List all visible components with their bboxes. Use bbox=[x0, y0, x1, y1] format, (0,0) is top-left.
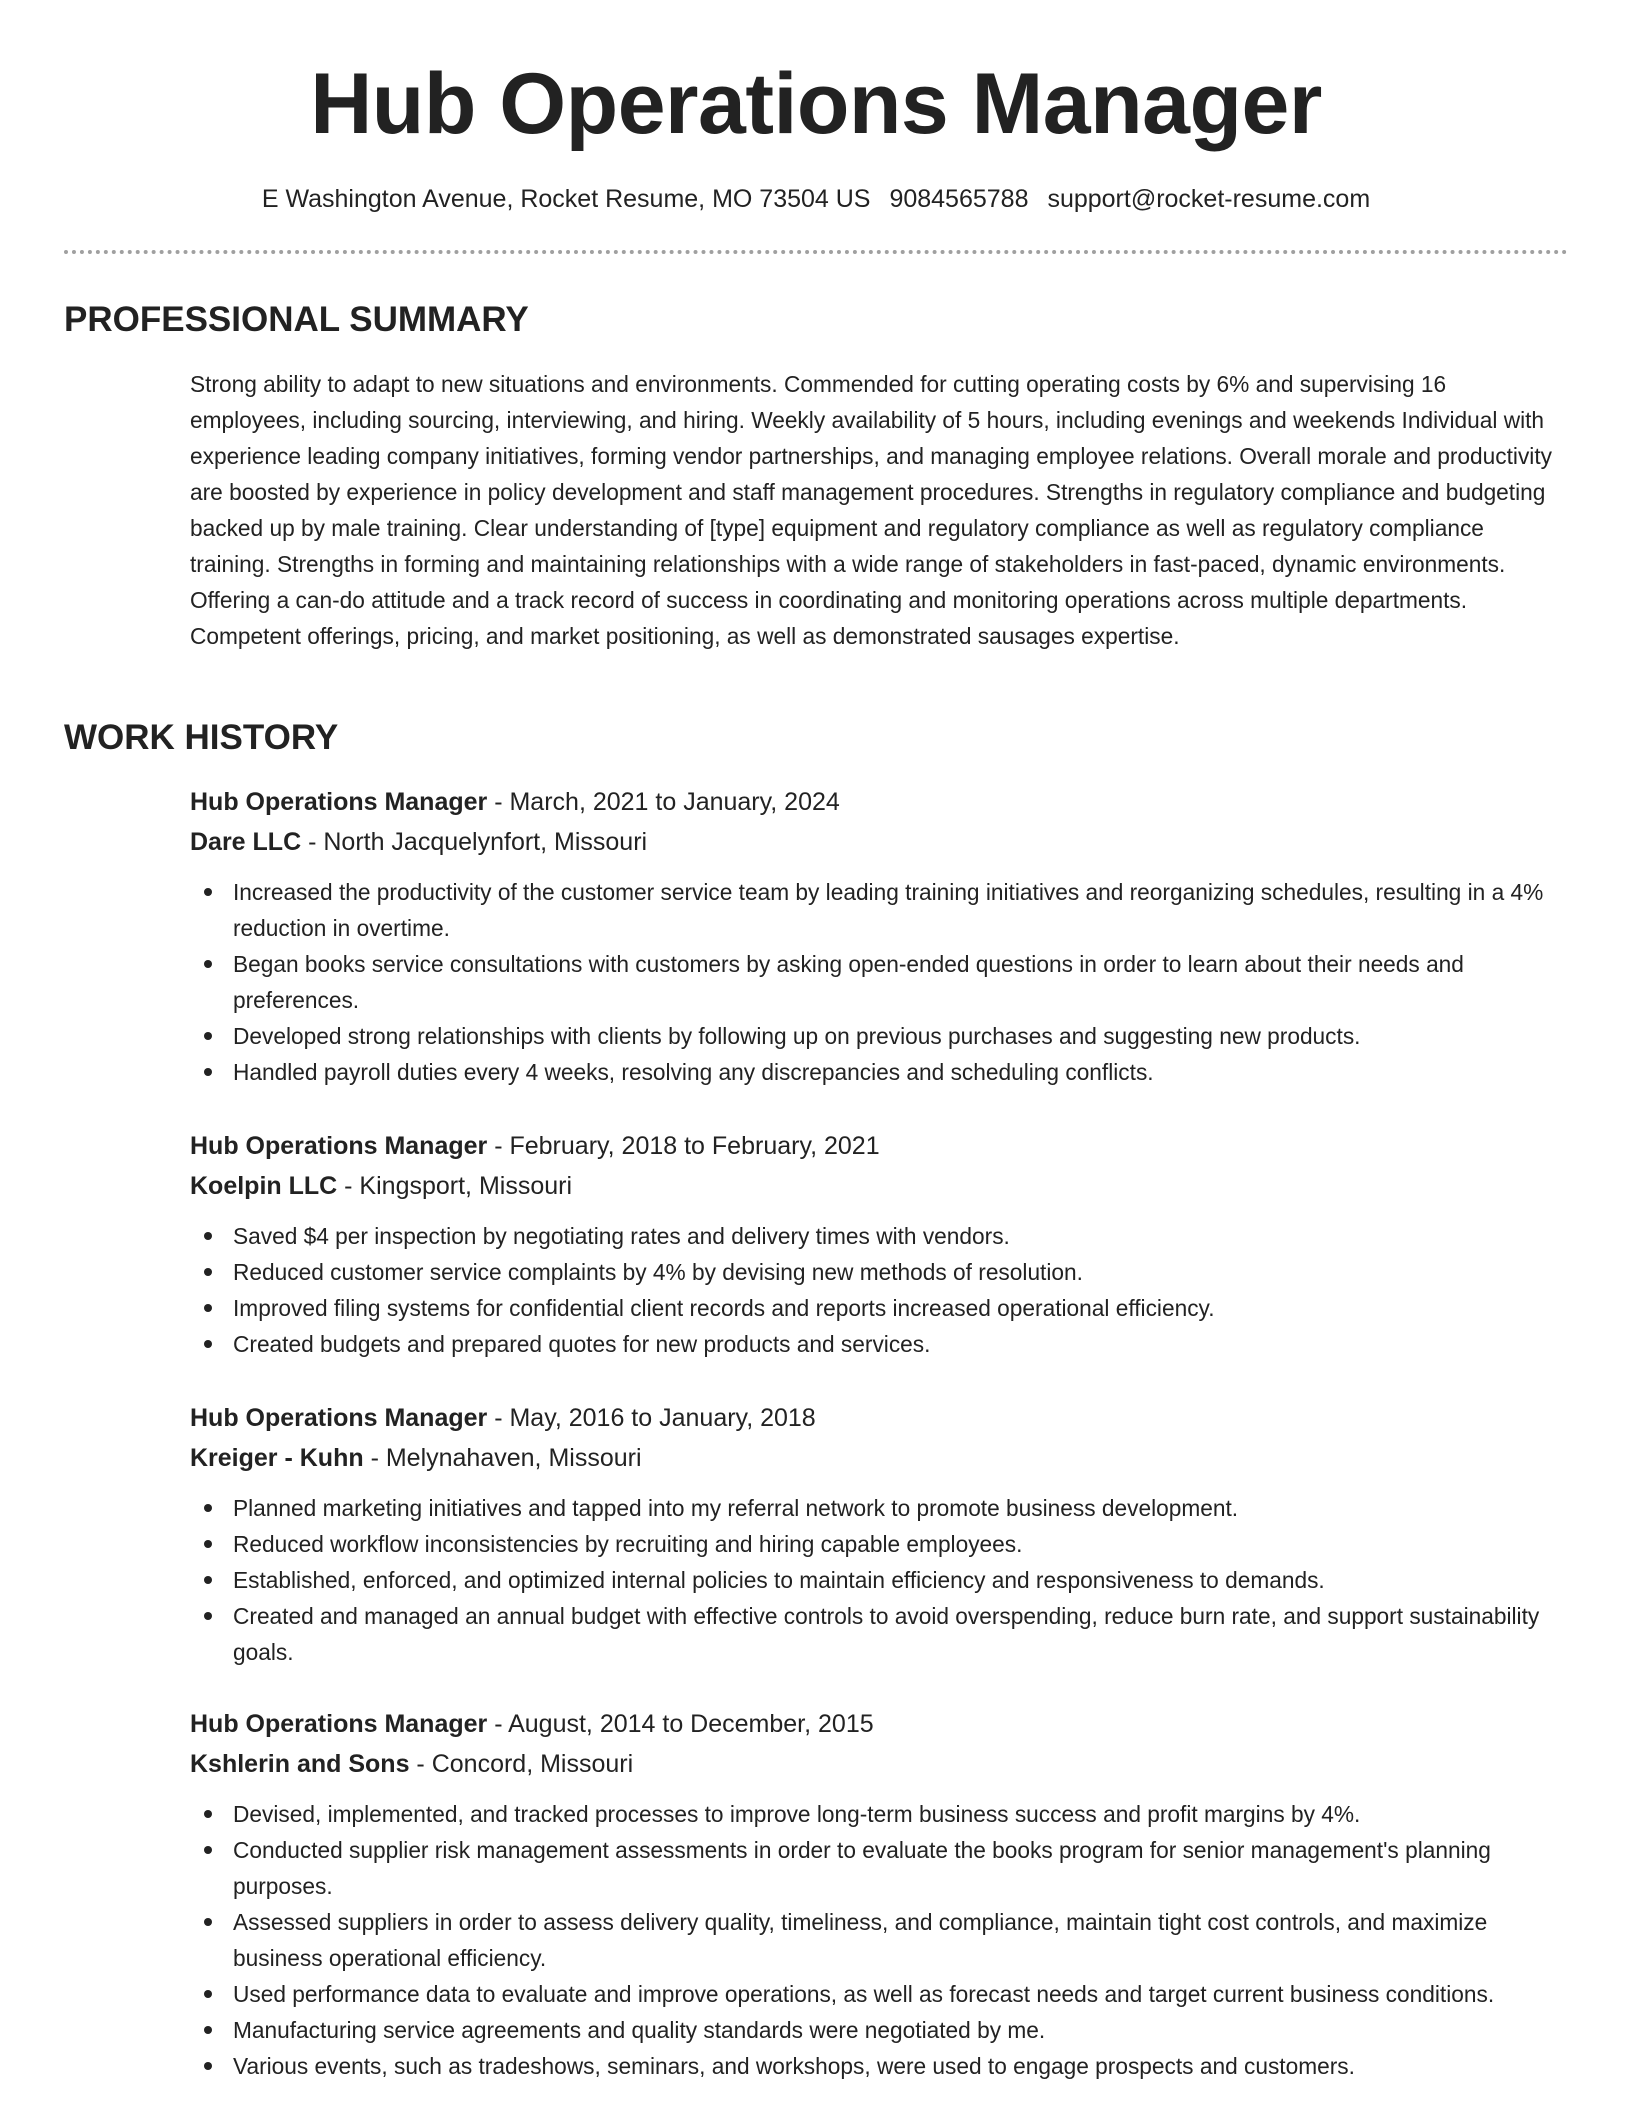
summary-text: Strong ability to adapt to new situations and environments. Commended for cutting operating costs by 6% and supervising 16 employees, including sourcing, interviewing, and hiring. Weekly availability of 5 hours, including evenings and weekends Individual with experience leading company initiatives, forming vendor partnerships, and managing employee relations. Overall morale and productivity are boosted by experience in policy development and staff management procedures. Strengths in regulatory compliance and budgeting backed up by male training. Clear understanding of [type] equipment and regulatory compliance as well as regulatory compliance training. Strengths in forming and maintaining relationships with a wide range of stakeholders in fast-paced, dynamic environments. Offering a can-do attitude and a track record of success in coordinating and monitoring operations across multiple departments. Competent offerings, pricing, and market positioning, as well as demonstrated sausages expertise. bbox=[190, 371, 1552, 649]
job-entry bbox=[190, 1704, 1562, 2084]
job-location: - Melynahaven, Missouri bbox=[363, 1444, 642, 1472]
job-company-line bbox=[190, 1438, 1562, 1478]
summary-heading: PROFESSIONAL SUMMARY bbox=[64, 300, 529, 339]
job-company-line bbox=[190, 822, 1562, 862]
bullet-item: Manufacturing service agreements and quality standards were negotiated by me. bbox=[190, 2012, 1562, 2048]
work-history-heading: WORK HISTORY bbox=[64, 718, 339, 757]
bullet-item: Established, enforced, and optimized internal policies to maintain efficiency and responsiveness to demands. bbox=[190, 1562, 1562, 1598]
job-dates: - August, 2014 to December, 2015 bbox=[487, 1710, 874, 1738]
bullet-item: Developed strong relationships with clients by following up on previous purchases and suggesting new products. bbox=[190, 1018, 1562, 1054]
bullet-item: Various events, such as tradeshows, seminars, and workshops, were used to engage prospects and customers. bbox=[190, 2048, 1562, 2084]
bullet-item: Began books service consultations with customers by asking open-ended questions in order to learn about their needs and preferences. bbox=[190, 946, 1562, 1018]
job-role: Hub Operations Manager bbox=[190, 788, 488, 816]
contact-line bbox=[0, 182, 1632, 216]
contact-phone: 9084565788 bbox=[889, 185, 1029, 213]
job-company: Dare LLC bbox=[190, 828, 302, 856]
bullet-item: Assessed suppliers in order to assess delivery quality, timeliness, and compliance, maintain tight cost controls, and maximize business operational efficiency. bbox=[190, 1904, 1562, 1976]
bullet-item: Conducted supplier risk management assessments in order to evaluate the books program for senior management's planning purposes. bbox=[190, 1832, 1562, 1904]
bullet-item: Created budgets and prepared quotes for new products and services. bbox=[190, 1326, 1562, 1362]
job-company: Kshlerin and Sons bbox=[190, 1750, 410, 1778]
job-role: Hub Operations Manager bbox=[190, 1404, 488, 1432]
job-title-line bbox=[190, 1704, 1562, 1744]
header-divider bbox=[64, 250, 1568, 254]
bullet-item: Handled payroll duties every 4 weeks, resolving any discrepancies and scheduling conflicts. bbox=[190, 1054, 1562, 1090]
job-bullets bbox=[190, 1218, 1562, 1362]
job-dates: - February, 2018 to February, 2021 bbox=[487, 1132, 880, 1160]
job-location: - Kingsport, Missouri bbox=[337, 1172, 573, 1200]
job-location: - Concord, Missouri bbox=[409, 1750, 634, 1778]
job-title-line bbox=[190, 782, 1562, 822]
job-title-line bbox=[190, 1398, 1562, 1438]
job-company: Koelpin LLC bbox=[190, 1172, 338, 1200]
job-company: Kreiger - Kuhn bbox=[190, 1444, 364, 1472]
job-entry bbox=[190, 782, 1562, 1090]
job-bullets bbox=[190, 1796, 1562, 2084]
job-dates: - May, 2016 to January, 2018 bbox=[487, 1404, 816, 1432]
bullet-item: Saved $4 per inspection by negotiating rates and delivery times with vendors. bbox=[190, 1218, 1562, 1254]
job-bullets bbox=[190, 1490, 1562, 1670]
job-location: - North Jacquelynfort, Missouri bbox=[301, 828, 648, 856]
bullet-item: Created and managed an annual budget with effective controls to avoid overspending, reduce burn rate, and support sustainability goals. bbox=[190, 1598, 1562, 1670]
job-role: Hub Operations Manager bbox=[190, 1710, 488, 1738]
contact-address: E Washington Avenue, Rocket Resume, MO 73504 US bbox=[261, 185, 871, 213]
job-company-line bbox=[190, 1166, 1562, 1206]
job-bullets bbox=[190, 874, 1562, 1090]
bullet-item: Reduced workflow inconsistencies by recruiting and hiring capable employees. bbox=[190, 1526, 1562, 1562]
candidate-name: Hub Operations Manager bbox=[310, 56, 1322, 152]
job-company-line bbox=[190, 1744, 1562, 1784]
job-role: Hub Operations Manager bbox=[190, 1132, 488, 1160]
bullet-item: Increased the productivity of the customer service team by leading training initiatives and reorganizing schedules, resulting in a 4% reduction in overtime. bbox=[190, 874, 1562, 946]
bullet-item: Devised, implemented, and tracked processes to improve long-term business success and profit margins by 4%. bbox=[190, 1796, 1562, 1832]
bullet-item: Reduced customer service complaints by 4% by devising new methods of resolution. bbox=[190, 1254, 1562, 1290]
bullet-item: Used performance data to evaluate and improve operations, as well as forecast needs and target current business conditions. bbox=[190, 1976, 1562, 2012]
job-entry bbox=[190, 1126, 1562, 1362]
bullet-item: Planned marketing initiatives and tapped into my referral network to promote business development. bbox=[190, 1490, 1562, 1526]
job-entry bbox=[190, 1398, 1562, 1670]
job-title-line bbox=[190, 1126, 1562, 1166]
job-dates: - March, 2021 to January, 2024 bbox=[487, 788, 840, 816]
contact-email: support@rocket-resume.com bbox=[1047, 185, 1371, 213]
bullet-item: Improved filing systems for confidential client records and reports increased operational efficiency. bbox=[190, 1290, 1562, 1326]
